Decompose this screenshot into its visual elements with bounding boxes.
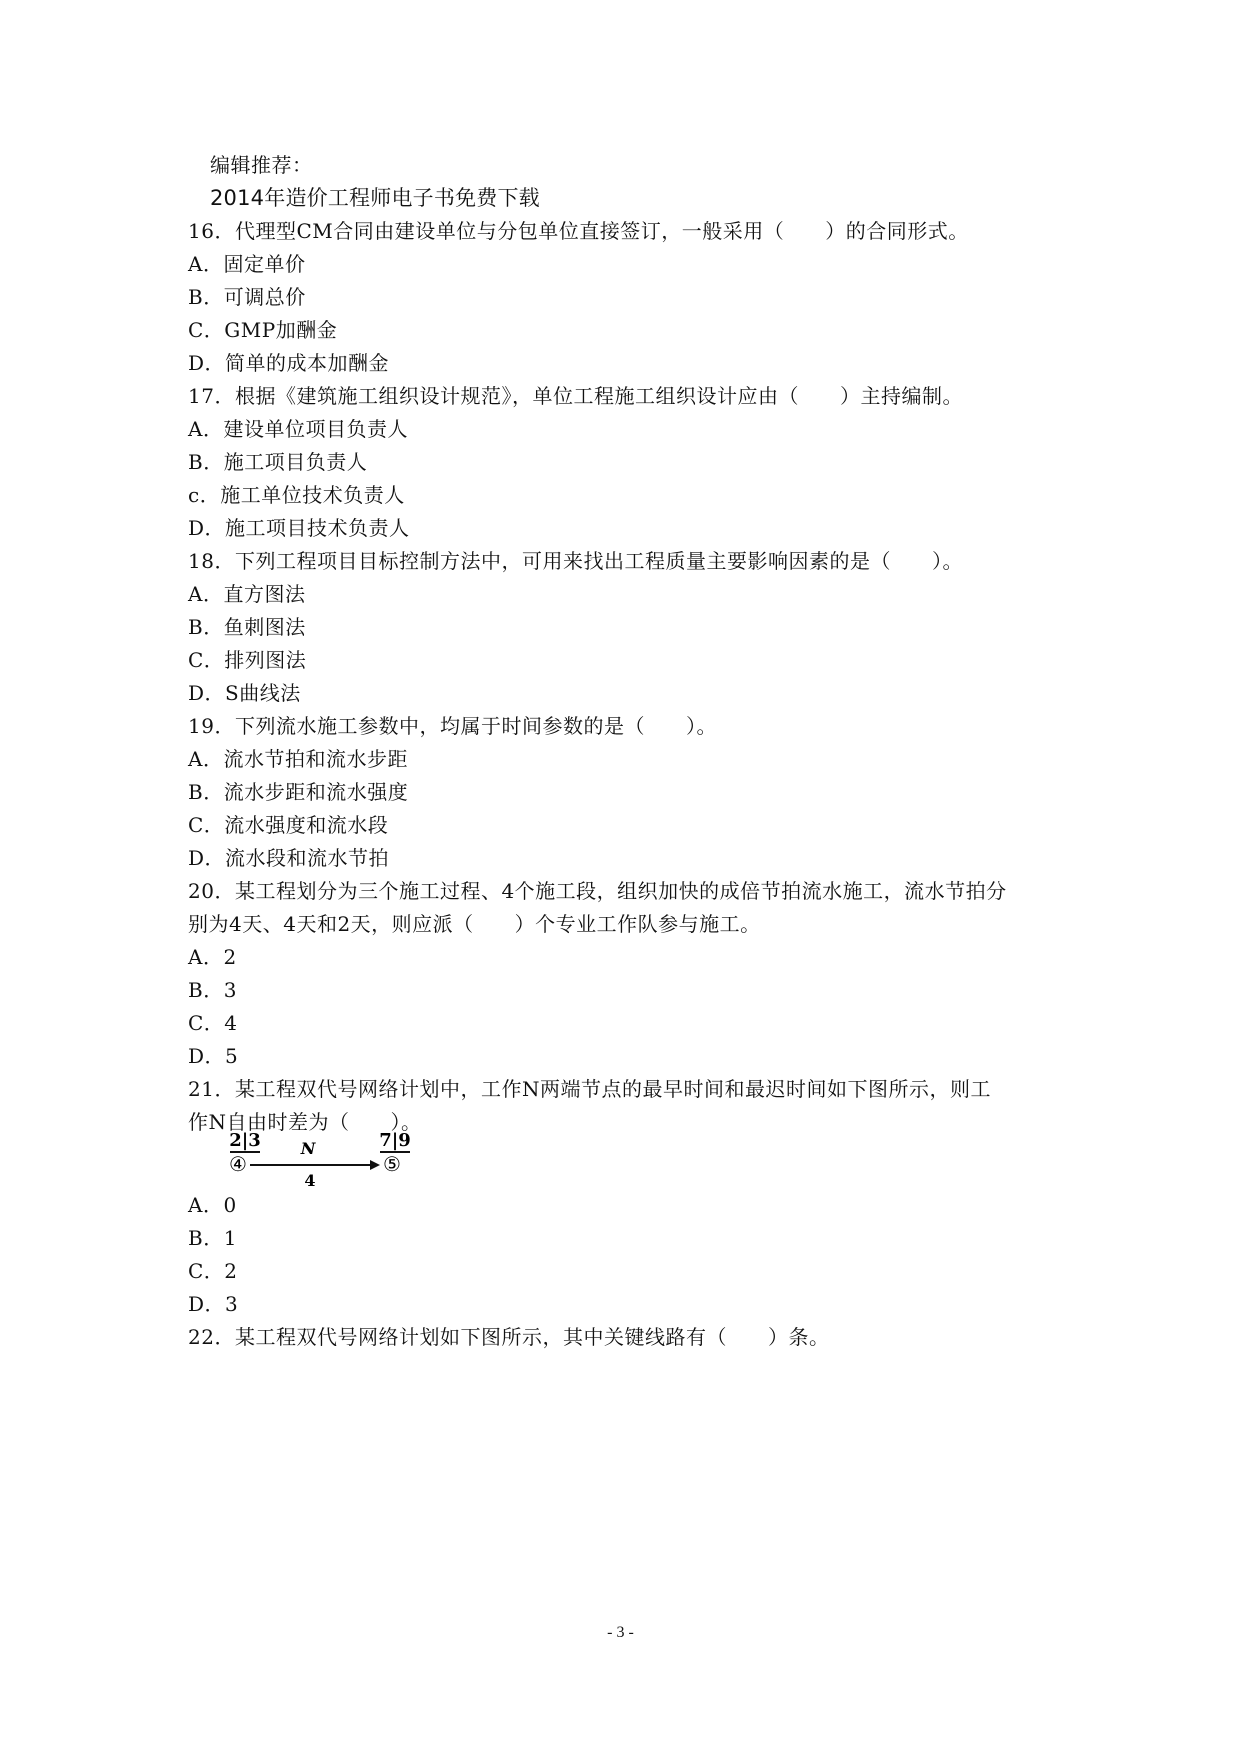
question-20-stem-line-1: 20．某工程划分为三个施工过程、4个施工段，组织加快的成倍节拍流水施工，流水节拍分 xyxy=(188,879,1007,903)
question-20-option-a: A．2 xyxy=(188,945,237,969)
question-20-option-d: D．5 xyxy=(188,1044,239,1068)
left-node-times: 2|3 xyxy=(229,1130,261,1151)
question-19-option-b: B．流水步距和流水强度 xyxy=(188,780,409,804)
question-16-option-d: D．简单的成本加酬金 xyxy=(188,351,390,375)
question-21-option-c: C．2 xyxy=(188,1259,238,1283)
recommend-link[interactable]: 2014年造价工程师电子书免费下载 xyxy=(210,186,540,210)
question-17-option-a: A．建设单位项目负责人 xyxy=(188,417,408,441)
work-duration: 4 xyxy=(304,1171,316,1188)
question-21-option-a: A．0 xyxy=(188,1193,237,1217)
recommend-label: 编辑推荐： xyxy=(210,153,313,177)
question-18-option-c: C．排列图法 xyxy=(188,648,307,672)
left-node: ④ xyxy=(229,1152,247,1176)
question-17-option-c: c．施工单位技术负责人 xyxy=(188,483,405,507)
question-16-option-b: B．可调总价 xyxy=(188,285,306,309)
work-name: N xyxy=(300,1139,316,1158)
question-19-option-a: A．流水节拍和流水步距 xyxy=(188,747,408,771)
question-21-stem-line-2: 作N自由时差为（ ）。 xyxy=(188,1110,422,1134)
question-17-option-d: D．施工项目技术负责人 xyxy=(188,516,410,540)
work-arrow-head xyxy=(370,1160,380,1170)
question-19-option-c: C．流水强度和流水段 xyxy=(188,813,389,837)
network-node-diagram xyxy=(220,1130,500,1188)
question-20-option-c: C．4 xyxy=(188,1011,238,1035)
question-20-option-b: B．3 xyxy=(188,978,237,1002)
question-19-option-d: D．流水段和流水节拍 xyxy=(188,846,390,870)
question-18-option-b: B．鱼刺图法 xyxy=(188,615,306,639)
question-16-stem: 16．代理型CM合同由建设单位与分包单位直接签订，一般采用（ ）的合同形式。 xyxy=(188,219,969,243)
question-18-stem: 18．下列工程项目目标控制方法中，可用来找出工程质量主要影响因素的是（ ）。 xyxy=(188,549,963,573)
question-21-option-d: D．3 xyxy=(188,1292,239,1316)
question-18-option-d: D．S曲线法 xyxy=(188,681,301,705)
question-20-stem-line-2: 别为4天、4天和2天，则应派（ ）个专业工作队参与施工。 xyxy=(188,912,761,936)
page-number: - 3 - xyxy=(607,1624,634,1641)
question-21-stem-line-1: 21．某工程双代号网络计划中，工作N两端节点的最早时间和最迟时间如下图所示，则工 xyxy=(188,1077,991,1101)
question-17-option-b: B．施工项目负责人 xyxy=(188,450,368,474)
question-16-option-c: C．GMP加酬金 xyxy=(188,318,338,342)
question-19-stem: 19．下列流水施工参数中，均属于时间参数的是（ ）。 xyxy=(188,714,717,738)
question-21-option-b: B．1 xyxy=(188,1226,237,1250)
question-18-option-a: A．直方图法 xyxy=(188,582,306,606)
right-node-times: 7|9 xyxy=(379,1130,411,1151)
question-17-stem: 17．根据《建筑施工组织设计规范》，单位工程施工组织设计应由（ ）主持编制。 xyxy=(188,384,963,408)
right-node: ⑤ xyxy=(383,1152,401,1176)
question-16-option-a: A．固定单价 xyxy=(188,252,306,276)
question-22-stem: 22．某工程双代号网络计划如下图所示，其中关键线路有（ ）条。 xyxy=(188,1325,830,1349)
